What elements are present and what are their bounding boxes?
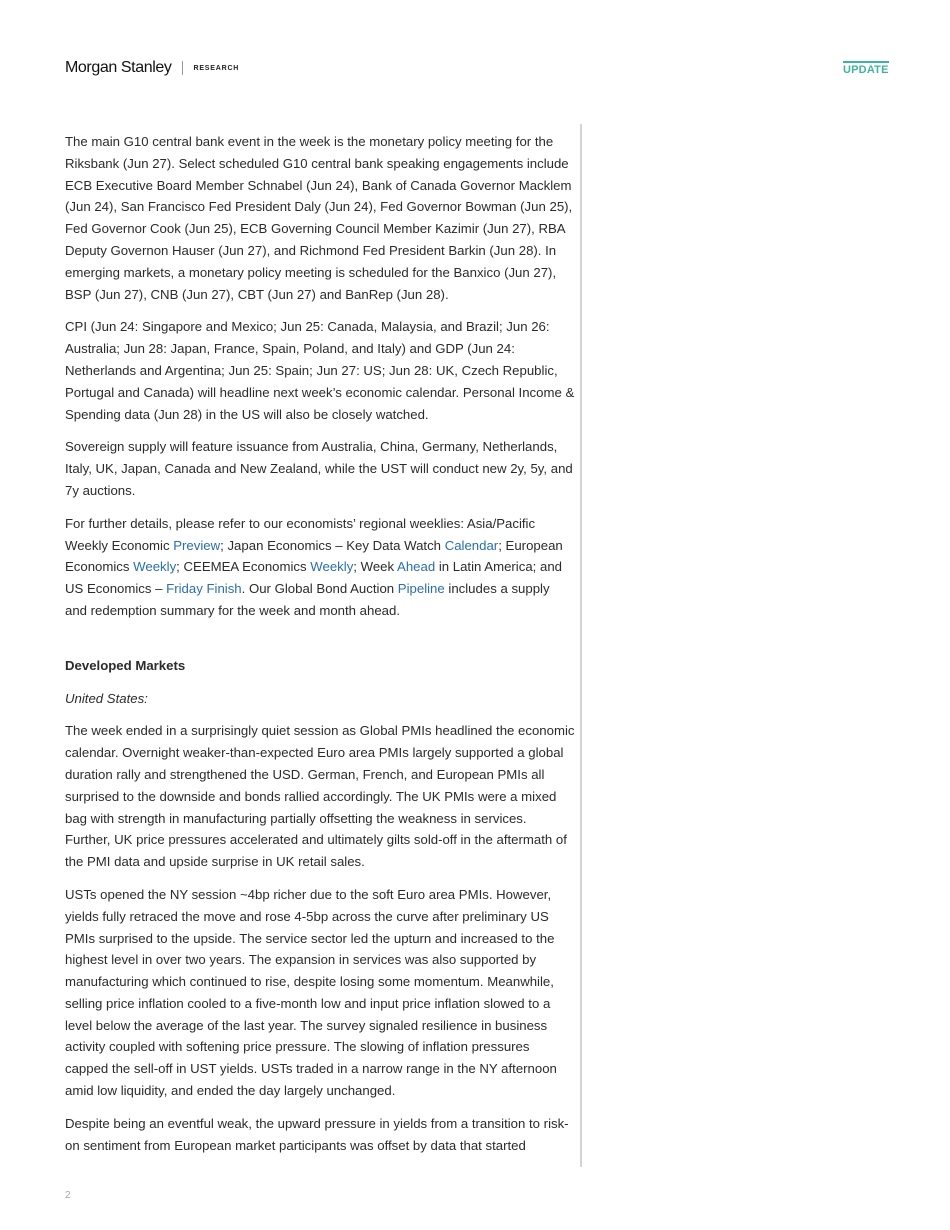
text: ; Week [353, 559, 398, 575]
link-preview[interactable]: Preview [173, 537, 221, 553]
morgan-stanley-logo: Morgan Stanley [65, 59, 172, 76]
update-badge: UPDATE [843, 61, 889, 76]
header-divider [182, 61, 183, 75]
paragraph-despite: Despite being an eventful weak, the upward pressure in yields from a transition to risk-on sentiment from European market participants was offset by data that started [65, 1115, 569, 1153]
section-heading: Developed Markets [65, 657, 186, 673]
paragraph-central-banks: The main G10 central bank event in the week is the monetary policy meeting for the Riksbank (Jun 27). Select scheduled G10 central bank speaking engagements include ECB Executive Board Member Schnabel (Jun 24), Bank of Canada Governor Macklem (Jun 24), San Francisco Fed President Daly (Jun 24), Fed Governor Bowman (Jun 25), Fed Governor Cook (Jun 25), ECB Governing Council Member Kazimir (Jun 27), RBA Deputy Governon Hauser (Jun 27), and Richmond Fed President Barkin (Jun 28). In emerging markets, a monetary policy meeting is scheduled for the Banxico (Jun 27), BSP (Jun 27), CNB (Jun 27), CBT (Jun 27) and BanRep (Jun 28). [65, 134, 573, 302]
page-number: 2 [65, 1190, 71, 1201]
column-divider [580, 124, 582, 1167]
paragraph-week-ended: The week ended in a surprisingly quiet session as Global PMIs headlined the economic calendar. Overnight weaker-than-expected Euro area PMIs largely supported a global duration rally and strengthened the USD. German, French, and European PMIs all surprised to the downside and bonds rallied accordingly. The UK PMIs were a mixed bag with strength in manufacturing partially offsetting the weakness in services. Further, UK price pressures accelerated and ultimately gilts sold-off in the aftermath of the PMI data and upside surprise in UK retail sales. [65, 723, 575, 870]
main-column [65, 131, 575, 1167]
text: . Our Global Bond Auction [241, 581, 398, 597]
text: ; Japan Economics – Key Data Watch [220, 537, 445, 553]
page-header [65, 58, 239, 78]
paragraph-cpi-gdp: CPI (Jun 24: Singapore and Mexico; Jun 25: Canada, Malaysia, and Brazil; Jun 26: Australia; Jun 28: Japan, France, Spain, Poland, and Italy) and GDP (Jun 24: Netherlands and Argentina; Jun 25: Spain; Jun 27: US; Jun 28: UK, Czech Republic, Portugal and Canada) will headline next week’s economic calendar. Personal Income & Spending data (Jun 28) in the US will also be closely watched. [65, 319, 575, 422]
link-pipeline[interactable]: Pipeline [397, 581, 445, 597]
link-ceemea-weekly[interactable]: Weekly [310, 559, 354, 575]
research-label: RESEARCH [193, 64, 240, 72]
subheading-united-states: United States: [65, 690, 148, 706]
link-calendar[interactable]: Calendar [444, 537, 499, 553]
link-friday-finish[interactable]: Friday Finish [166, 581, 242, 597]
text: For further details, please refer to our economists’ regional weeklies: Asia/Pacific Weekly Economic [65, 515, 536, 553]
paragraph-usts-opened: USTs opened the NY session ~4bp richer due to the soft Euro area PMIs. However, yields fully retraced the move and rose 4-5bp across the curve after preliminary US PMIs surprised to the upside. The service sector led the upturn and increased to the highest level in over two years. The expansion in services was also supported by manufacturing which continued to rise, despite losing some momentum. Meanwhile, selling price inflation cooled to a five-month low and input price inflation slowed to a level below the average of the last year. The survey signaled resilience in business activity coupled with softening price pressure. The slowing of inflation pressures capped the sell-off in UST yields. USTs traded in a narrow range in the NY afternoon amid low liquidity, and ended the day largely unchanged. [65, 886, 557, 1099]
paragraph-further-details [65, 513, 575, 622]
text: in Latin America; and US Economics – [65, 559, 562, 597]
text: includes a supply and redemption summary for the week and month ahead. [65, 581, 550, 618]
text: ; CEEMEA Economics [176, 559, 311, 575]
link-european-weekly[interactable]: Weekly [133, 559, 177, 575]
text: ; European Economics [65, 537, 563, 575]
link-week-ahead[interactable]: Ahead [397, 559, 436, 575]
paragraph-sovereign-supply: Sovereign supply will feature issuance from Australia, China, Germany, Netherlands, Italy, UK, Japan, Canada and New Zealand, while the UST will conduct new 2y, 5y, and 7y auctions. [65, 439, 573, 498]
